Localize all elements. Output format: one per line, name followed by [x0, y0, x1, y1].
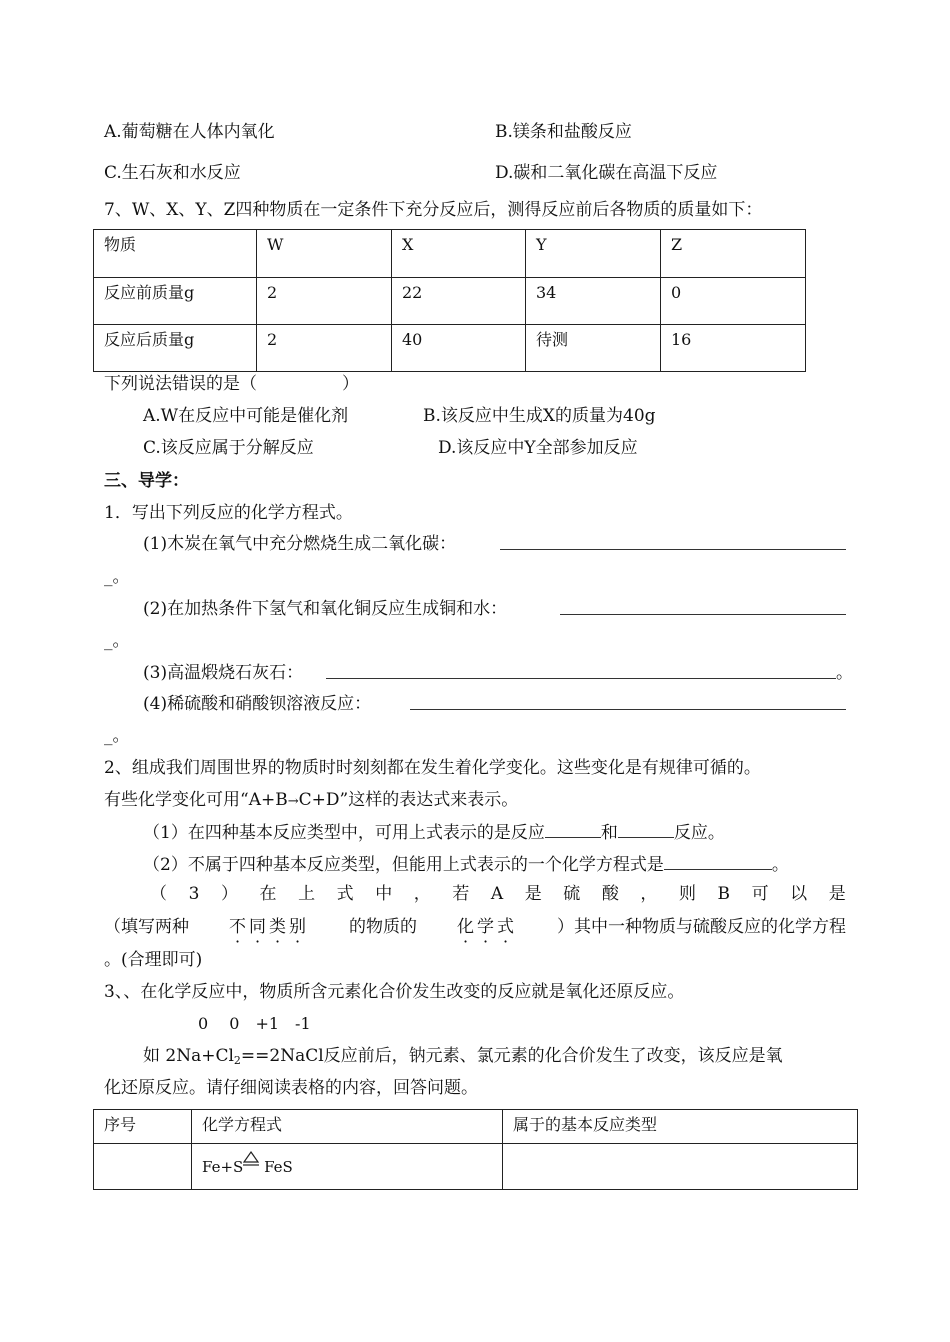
q2-sub-1b: 和: [600, 823, 618, 843]
table-cell: Z: [661, 230, 806, 278]
q7-stem: 7、W、X、Y、Z四种物质在一定条件下充分反应后，测得反应前后各物质的质量如下：: [104, 200, 763, 220]
table-cell: 物质: [94, 230, 257, 278]
answer-blank[interactable]: [664, 852, 772, 870]
table-cell: 化学方程式: [192, 1110, 503, 1144]
table-cell: 16: [661, 325, 806, 372]
q3-line-2b: ==2NaCl反应前后，钠元素、氯元素的化合价发生了改变，该反应是氧: [240, 1046, 783, 1066]
token: ，: [413, 884, 431, 904]
token: 在: [259, 884, 277, 904]
token: 硫: [563, 884, 581, 904]
q7-question: 下列说法错误的是（ ）: [104, 374, 359, 394]
q1-item-3-end: 。: [836, 663, 853, 683]
emphasis-group: [229, 916, 309, 938]
emphasis-char: 同: [249, 917, 269, 937]
q6-option-d: D.碳和二氧化碳在高温下反应: [495, 163, 718, 183]
table-cell: 反应后质量g: [94, 325, 257, 372]
token: 3: [188, 884, 200, 904]
q1-item-2-tail: _。: [104, 631, 130, 651]
answer-blank[interactable]: [618, 820, 674, 838]
q2-sub-2-text: （2）不属于四种基本反应类型，但能用上式表示的一个化学方程式是: [143, 855, 664, 875]
q1-item-1-tail: _。: [104, 567, 130, 587]
q7-option-a: A.W在反应中可能是催化剂: [143, 406, 349, 426]
q6-option-b: B.镁条和盐酸反应: [495, 122, 632, 142]
token: 上: [298, 884, 316, 904]
q3-line-2: [143, 1045, 783, 1072]
equation-product: FeS: [259, 1158, 293, 1176]
table-row: [94, 1144, 858, 1190]
section-heading: 三、导学：: [104, 471, 189, 491]
table-cell[interactable]: [94, 1144, 192, 1190]
q2-sub-3-line-2b: 的物质的: [349, 917, 417, 937]
emphasis-char: 别: [289, 917, 309, 937]
q1-item-1: [143, 533, 456, 555]
q2-sub-2-end: 。: [771, 855, 789, 875]
token: 可: [751, 884, 769, 904]
emphasis-char: 类: [269, 917, 289, 937]
q2-sub-3-line-3: 。(合理即可): [104, 950, 203, 970]
q7-option-b: B.该反应中生成X的质量为40g: [423, 406, 656, 426]
answer-blank[interactable]: [500, 531, 846, 550]
q1-item-2: (2)在加热条件下氢气和氧化铜反应生成铜和水：: [143, 599, 508, 619]
table-cell: X: [392, 230, 526, 278]
answer-blank[interactable]: [545, 820, 601, 838]
token: 中: [375, 884, 393, 904]
token: 是: [524, 884, 542, 904]
q1-item-3: (3)高温煅烧石灰石：: [143, 663, 304, 683]
reaction-table: [93, 1109, 858, 1190]
reaction-table-header-row: [94, 1110, 858, 1144]
q2-sub-3-line-2: [104, 916, 846, 938]
emphasis-group: [457, 916, 517, 938]
q3-line-2a: 如 2Na+Cl: [143, 1046, 234, 1066]
q2-line-2: [104, 789, 518, 813]
q2-sub-3-line-1: [150, 883, 846, 905]
table-cell: W: [257, 230, 392, 278]
answer-blank[interactable]: [326, 660, 836, 679]
q3-line-1: 3、、在化学反应中，物质所含元素化合价发生改变的反应就是氧化还原反应。: [104, 982, 685, 1002]
q6-option-a: A.葡萄糖在人体内氧化: [104, 122, 275, 142]
heat-triangle-icon: [243, 1156, 259, 1170]
equation-reactants: Fe+S: [202, 1158, 244, 1176]
emphasis-char: 化: [457, 917, 477, 937]
q2-sub-3-line-2c: ）其中一种物质与硫酸反应的化学方程: [557, 917, 846, 937]
q2-sub-1a: （1）在四种基本反应类型中，可用上式表示的是反应: [143, 823, 545, 843]
q2-line-1: 2、组成我们周围世界的物质时时刻刻都在发生着化学变化。这些变化是有规律可循的。: [104, 758, 761, 778]
table-cell[interactable]: [503, 1144, 858, 1190]
token: 酸: [601, 884, 619, 904]
table-cell: 序号: [94, 1110, 192, 1144]
token: （: [150, 884, 167, 904]
token: A: [490, 884, 504, 904]
subscript: 2: [233, 1054, 241, 1067]
token: ，: [640, 884, 658, 904]
q3-line-3: 化还原反应。请仔细阅读表格的内容，回答问题。: [104, 1078, 478, 1098]
arrow-icon: →: [287, 794, 299, 809]
token: 若: [452, 884, 470, 904]
q7-option-d: D.该反应中Y全部参加反应: [438, 438, 638, 458]
q2-sub-3-line-2a: （填写两种: [104, 917, 189, 937]
table-cell: 反应前质量g: [94, 278, 257, 325]
token: 式: [336, 884, 354, 904]
token: 则: [678, 884, 696, 904]
token: B: [717, 884, 731, 904]
table-row: [94, 325, 806, 372]
table-cell: 40: [392, 325, 526, 372]
q2-sub-1: [143, 820, 725, 844]
emphasis-char: 不: [229, 917, 249, 937]
answer-blank[interactable]: [410, 691, 846, 710]
q2-line-2b: C+D”这样的表达式来表示。: [298, 790, 519, 810]
emphasis-char: 学: [477, 917, 497, 937]
table-cell: Y: [526, 230, 661, 278]
table-cell: 属于的基本反应类型: [503, 1110, 858, 1144]
q6-option-c: C.生石灰和水反应: [104, 163, 241, 183]
valence-labels: 0 0 +1 -1: [198, 1014, 311, 1033]
mass-table-header-row: [94, 230, 806, 278]
token: 是: [828, 884, 846, 904]
table-cell: 待测: [526, 325, 661, 372]
table-row: [94, 278, 806, 325]
token: 以: [790, 884, 808, 904]
token: ）: [220, 884, 238, 904]
table-cell: 34: [526, 278, 661, 325]
answer-blank[interactable]: [560, 596, 846, 615]
q7-option-c: C.该反应属于分解反应: [143, 438, 314, 458]
q1-item-1-text: (1)木炭在氧气中充分燃烧生成二氧化碳：: [143, 534, 457, 554]
q2-sub-2: [143, 852, 789, 876]
table-cell: 2: [257, 278, 392, 325]
table-cell: 22: [392, 278, 526, 325]
q1-item-4-tail: _。: [104, 726, 130, 746]
table-cell: [192, 1144, 503, 1190]
q1-stem: 1．写出下列反应的化学方程式。: [104, 503, 353, 523]
mass-table: [93, 229, 806, 372]
q2-line-2a: 有些化学变化可用“A+B: [104, 790, 288, 810]
table-cell: 0: [661, 278, 806, 325]
emphasis-char: 式: [497, 917, 517, 937]
q1-item-4: (4)稀硫酸和硝酸钡溶液反应：: [143, 694, 372, 714]
table-cell: 2: [257, 325, 392, 372]
q2-sub-1c: 反应。: [673, 823, 725, 843]
